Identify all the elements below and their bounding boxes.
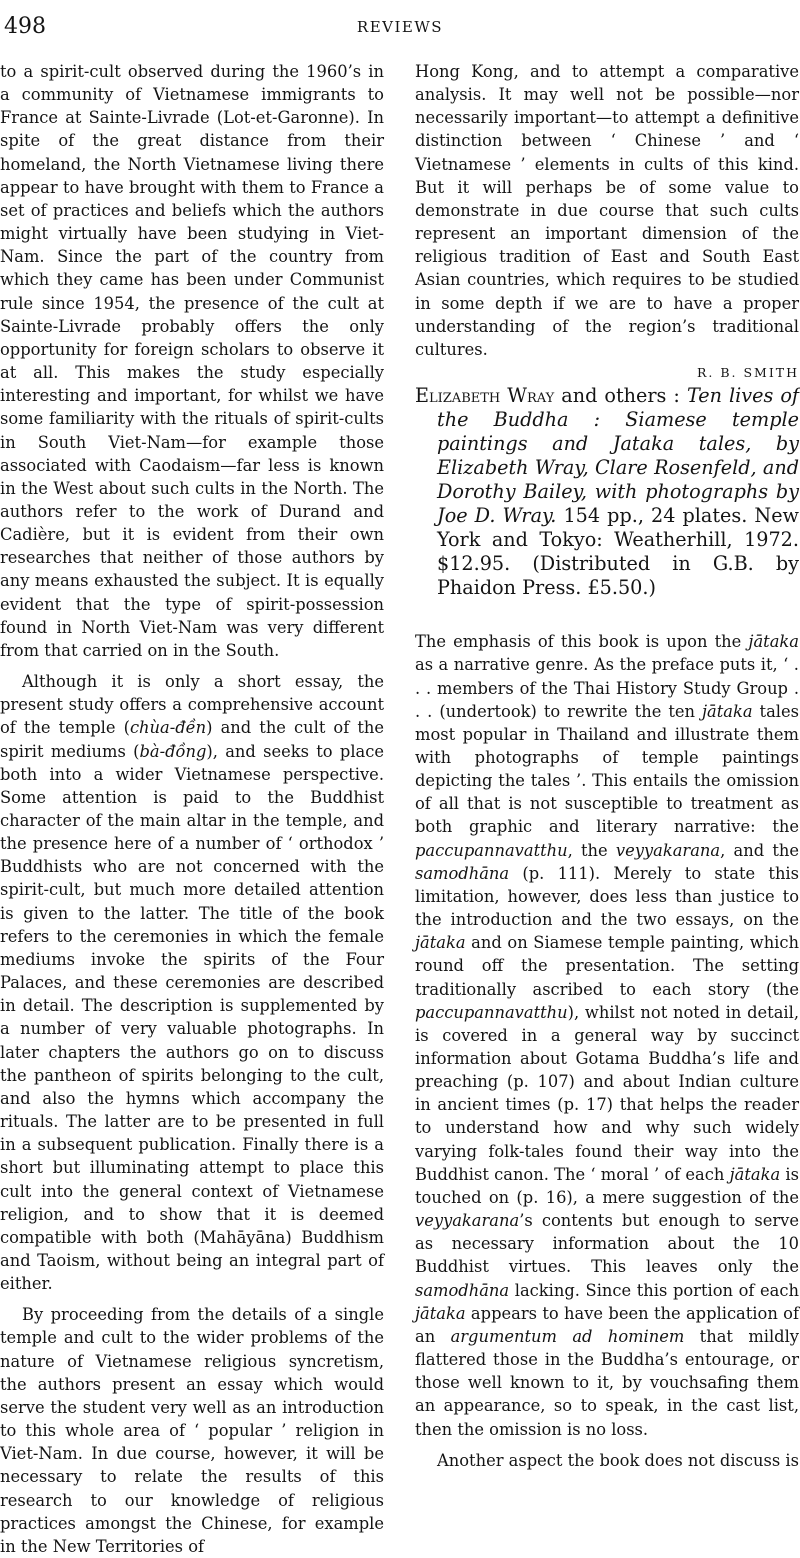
review-heading: Elizabeth Wray and others : Ten lives of the Buddha : Siamese temple paintings and Jataka tales, by Elizabeth Wray, Clare Rosenfeld, and Dorothy Bailey, with photographs by Joe D. Wray. 154 pp., 24 plates. New York and Tokyo: Weatherhill, 1972. $12.95. (Distributed in G.B. by Phaidon Press. £5.50.) — [415, 384, 799, 600]
review-title: Ten lives of the Buddha : Siamese temple paintings and Jataka tales, by Elizabeth Wray, Clare Rosenfeld, and Dorothy Bailey, with photographs by Joe D. Wray. — [437, 384, 799, 528]
right-paragraph-1: Hong Kong, and to attempt a comparative analysis. It may well not be possible—nor necessarily important—to attempt a definitive distinction between ‘ Chinese ’ and ‘ Vietnamese ’ elements in cults of this kind. But it will perhaps be of some value to demonstrate in due course that such cults represent an important dimension of the religious tradition of East and South East Asian countries, which requires to be studied in some depth if we are to have a proper understanding of the region’s traditional cultures. — [415, 62, 799, 359]
reviewer-signature: R. B. SMITH — [696, 365, 799, 381]
left-paragraph-1: to a spirit-cult observed during the 1960’s in a community of Vietnamese immigrants to France at Sainte-Livrade (Lot-et-Garonne). In spite of the great distance from their homeland, the North Vietnamese living there appear to have brought with them to France a set of practices and beliefs which the authors might virtually have been studying in Viet-Nam. Since the part of the country from which they came has been under Communist rule since 1954, the presence of the cult at Sainte-Livrade probably offers the only opportunity for foreign scholars to observe it at all. This makes the study especially interesting and important, for whilst we have some familiarity with the rituals of spirit-cults in South Viet-Nam—for example those associated with Caodaism—far less is known in the West about such cults in the North. The authors refer to the work of Durand and Cadière, but it is evident from their own researches that neither of those authors by any means exhausted the subject. It is equally evident that the type of spirit-possession found in North Viet-Nam was very different from that carried on in the South. — [0, 62, 384, 660]
left-paragraph-3: By proceeding from the details of a single temple and cult to the wider problems of the nature of Vietnamese religious syncretism, the authors present an essay which would serve the student very well as an introduction to this whole area of ‘ popular ’ religion in Viet-Nam. In due course, however, it will be necessary to relate the results of this research to our knowledge of religious practices amongst the Chinese, for example in the New Territories of — [0, 1305, 384, 1556]
page-header — [0, 0, 800, 44]
review-details: 154 pp., 24 plates. New York and Tokyo: Weatherhill, 1972. $12.95. (Distributed in G.B. by Phaidon Press. £5.50.) — [437, 504, 799, 600]
right-column — [415, 60, 799, 1472]
review-author: Elizabeth Wray — [415, 384, 555, 408]
left-column — [0, 60, 384, 1558]
running-head: REVIEWS — [356, 18, 444, 36]
review-body — [415, 630, 799, 1472]
left-paragraph-2: Although it is only a short essay, the present study offers a comprehensive account of the temple (chùa-đền) and the cult of the spirit mediums (bà-đồng), and seeks to place both into a wider Vietnamese perspective. Some attention is paid to the Buddhist character of the main altar in the temple, and the presence here of a number of ‘ orthodox ’ Buddhists who are not concerned with the spirit-cult, but much more detailed attention is given to the latter. The title of the book refers to the ceremonies in which the female mediums invoke the spirits of the Four Palaces, and these ceremonies are described in detail. The description is supplemented by a number of very valuable photographs. In later chapters the authors go on to discuss the pantheon of spirits belonging to the cult, and also the hymns which accompany the rituals. The latter are to be presented in full in a subsequent publication. Finally there is a short but illuminating attempt to place this cult into the general context of Vietnamese religion, and to show that it is deemed compatible with both (Mahāyāna) Buddhism and Taoism, without being an integral part of either. — [0, 672, 384, 1294]
review-paragraph-2: Another aspect the book does not discuss is — [437, 1450, 799, 1470]
page-number: 498 — [4, 14, 46, 39]
review-paragraph-1: The emphasis of this book is upon the jātaka as a narrative genre. As the preface puts it, ‘ . . . members of the Thai History Study Group . . . (undertook) to rewrite the ten jātaka tales most popular in Thailand and illustrate them with photographs of temple paintings depicting the tales ’. This entails the omission of all that is not susceptible to treatment as both graphic and literary narrative: the paccupannavatthu, the veyyakarana, and the samodhāna (p. 111). Merely to state this limitation, however, does less than justice to the introduction and the two essays, on the jātaka and on Siamese temple painting, which round off the presentation. The setting traditionally ascribed to each story (the paccupannavatthu), whilst not noted in detail, is covered in a general way by succinct information about Gotama Buddha’s life and preaching (p. 107) and about Indian culture in ancient times (p. 17) that helps the reader to understand how and why such widely varying folk-tales found their way into the Buddhist canon. The ‘ moral ’ of each jātaka is touched on (p. 16), a mere suggestion of the veyyakarana’s contents but enough to serve as necessary information about the 10 Buddhist virtues. This leaves only the samodhāna lacking. Since this portion of each jātaka appears to have been the application of an argumentum ad hominem that mildly flattered those in the Buddha’s entourage, or those well known to it, by vouchsafing them an appearance, so to speak, in the cast list, then the omission is no loss. — [415, 632, 799, 1439]
